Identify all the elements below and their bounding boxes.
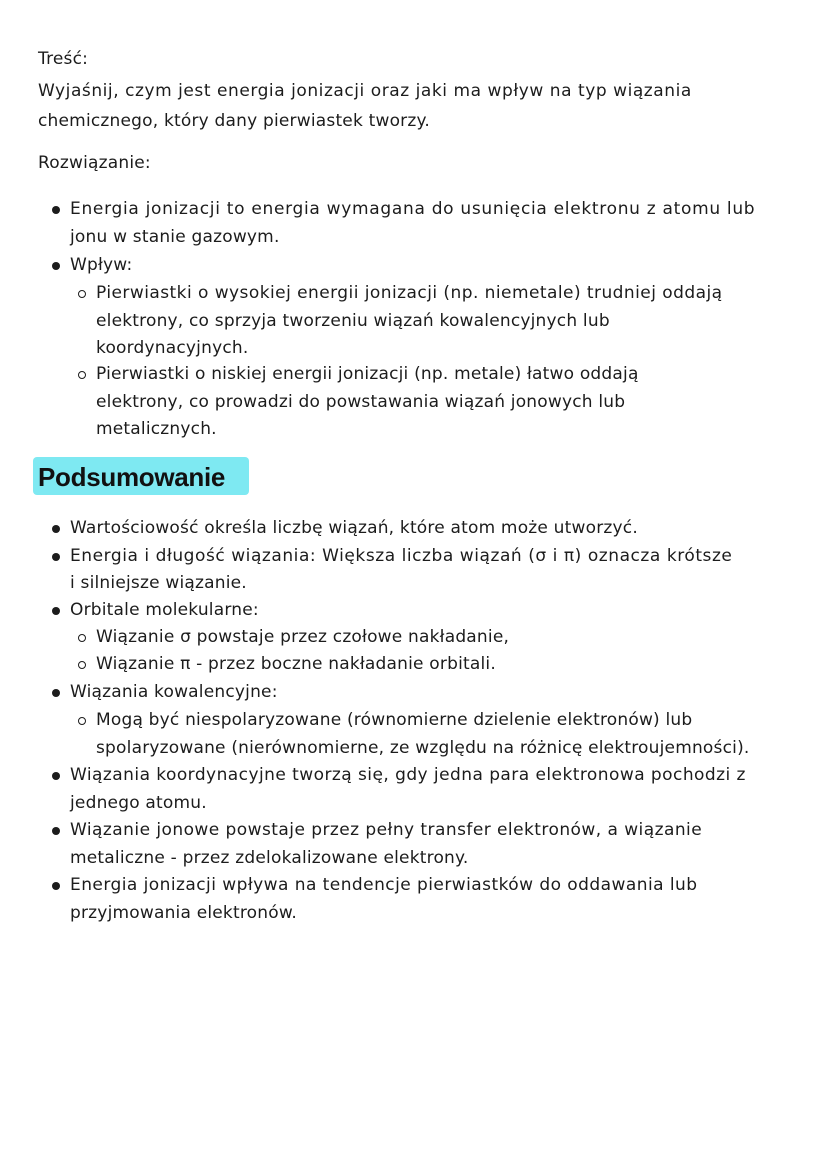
- solution-sub2-line1: Pierwiastki o niskiej energii jonizacji (np. metale) łatwo oddają: [96, 364, 639, 384]
- sub-bullet-circle: [78, 661, 86, 669]
- bullet-dot: [52, 772, 60, 780]
- bullet-dot: [52, 553, 60, 561]
- solution-item1-line2: jonu w stanie gazowym.: [70, 227, 280, 247]
- solution-sub1-line1: Pierwiastki o wysokiej energii jonizacji (np. niemetale) trudniej oddają: [96, 283, 723, 303]
- sub-bullet-circle: [78, 290, 86, 298]
- solution-item2-label: Wpływ:: [70, 255, 133, 275]
- summary-b7-line1: Energia jonizacji wpływa na tendencje pierwiastków do oddawania lub: [70, 875, 698, 895]
- summary-title: Podsumowanie: [38, 462, 226, 492]
- summary-b7-line2: przyjmowania elektronów.: [70, 903, 297, 923]
- bullet-dot: [52, 206, 60, 214]
- summary-b4-s1-line2: spolaryzowane (nierównomierne, ze względu na różnicę elektroujemności).: [96, 738, 750, 758]
- summary-b3-s1: Wiązanie σ powstaje przez czołowe nakładanie,: [96, 627, 510, 647]
- sub-bullet-circle: [78, 371, 86, 379]
- summary-b3: Orbitale molekularne:: [70, 600, 259, 620]
- sub-bullet-circle: [78, 634, 86, 642]
- question-text-line1: Wyjaśnij, czym jest energia jonizacji oraz jaki ma wpływ na typ wiązania: [38, 81, 692, 101]
- question-text-line2: chemicznego, który dany pierwiastek tworzy.: [38, 111, 430, 131]
- summary-b5-line1: Wiązania koordynacyjne tworzą się, gdy jedna para elektronowa pochodzi z: [70, 765, 746, 785]
- solution-label: Rozwiązanie:: [38, 153, 151, 173]
- solution-sub1-line3: koordynacyjnych.: [96, 338, 249, 358]
- bullet-dot: [52, 689, 60, 697]
- solution-sub1-line2: elektrony, co sprzyja tworzeniu wiązań kowalencyjnych lub: [96, 311, 610, 331]
- summary-b2-line2: i silniejsze wiązanie.: [70, 573, 247, 593]
- summary-b3-s2: Wiązanie π - przez boczne nakładanie orbitali.: [96, 654, 496, 674]
- summary-b2-line1: Energia i długość wiązania: Większa liczba wiązań (σ i π) oznacza krótsze: [70, 546, 733, 566]
- solution-sub2-line2: elektrony, co prowadzi do powstawania wiązań jonowych lub: [96, 392, 626, 412]
- bullet-dot: [52, 607, 60, 615]
- summary-b6-line1: Wiązanie jonowe powstaje przez pełny transfer elektronów, a wiązanie: [70, 820, 703, 840]
- bullet-dot: [52, 882, 60, 890]
- summary-b4: Wiązania kowalencyjne:: [70, 682, 278, 702]
- bullet-dot: [52, 827, 60, 835]
- summary-b1: Wartościowość określa liczbę wiązań, które atom może utworzyć.: [70, 518, 638, 538]
- content-label: Treść:: [38, 49, 89, 69]
- bullet-dot: [52, 525, 60, 533]
- solution-item1-line1: Energia jonizacji to energia wymagana do usunięcia elektronu z atomu lub: [70, 199, 756, 219]
- sub-bullet-circle: [78, 717, 86, 725]
- summary-b6-line2: metaliczne - przez zdelokalizowane elektrony.: [70, 848, 469, 868]
- summary-b4-s1-line1: Mogą być niespolaryzowane (równomierne dzielenie elektronów) lub: [96, 710, 693, 730]
- bullet-dot: [52, 262, 60, 270]
- summary-b5-line2: jednego atomu.: [70, 793, 207, 813]
- solution-sub2-line3: metalicznych.: [96, 419, 217, 439]
